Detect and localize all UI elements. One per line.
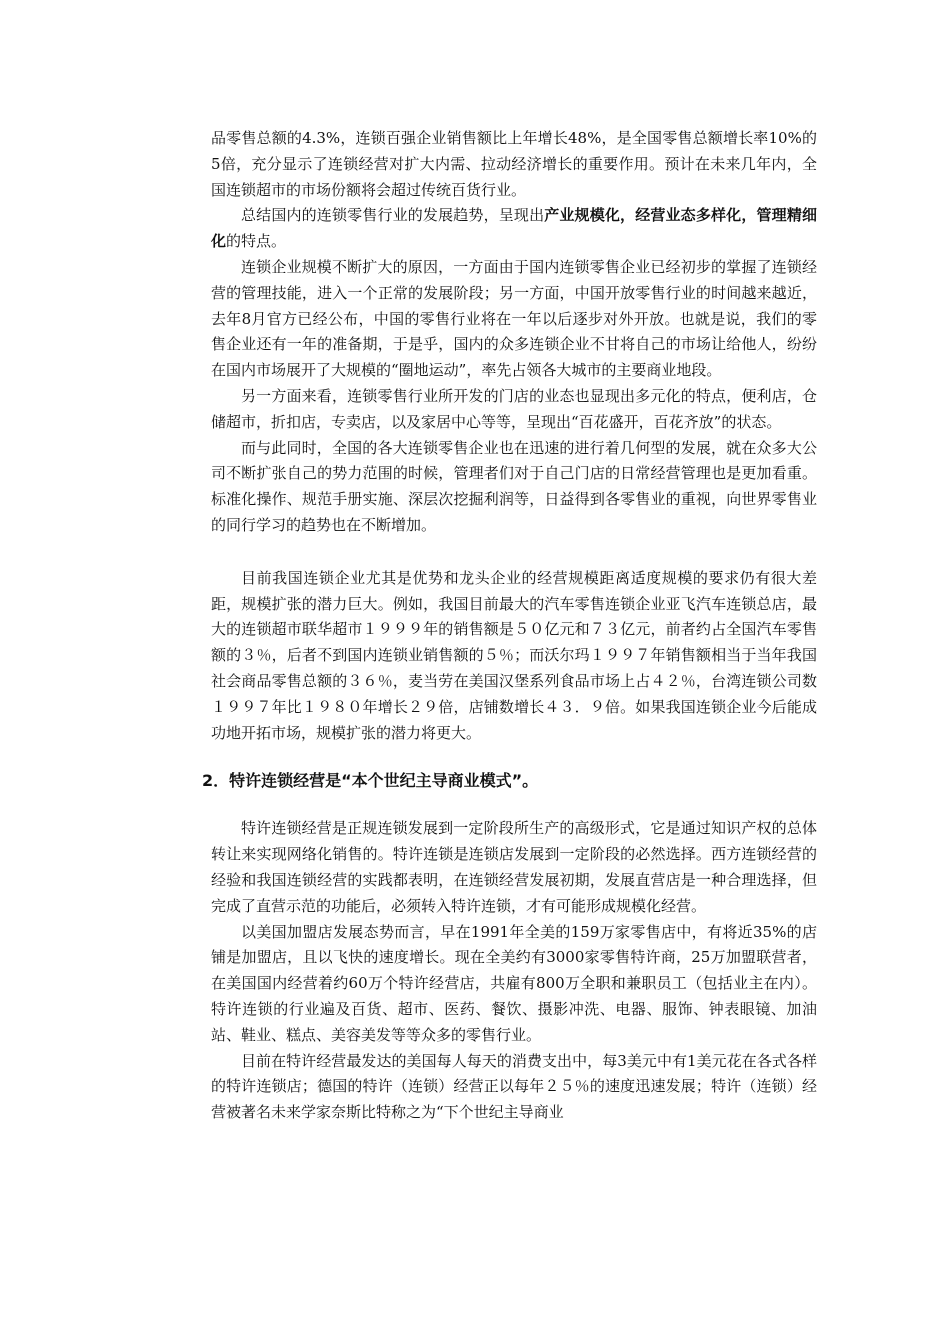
paragraph-6: 目前我国连锁企业尤其是优势和龙头企业的经营规模距离适度规模的要求仍有很大差距，规模扩张的潜力巨大。例如，我国目前最大的汽车零售连锁企业亚飞汽车连锁总店，最大的连锁超市联华超市１９９９年的销售额是５０亿元和７３亿元，前者约占全国汽车零售额的３％，后者不到国内连锁业销售额的５％；而沃尔玛１９９７年销售额相当于当年我国社会商品零售总额的３６％，麦当劳在美国汉堡系列食品市场上占４２％，台湾连锁公司数１９９７年比１９８０年增长２９倍，店铺数增长４３．９倍。如果我国连锁企业今后能成功地开拓市场，规模扩张的潜力将更大。: [211, 568, 817, 742]
paragraph-4: 另一方面来看，连锁零售行业所开发的门店的业态也显现出多元化的特点，便利店，仓储超市，折扣店，专卖店，以及家居中心等等，呈现出“百花盛开，百花齐放”的状态。: [211, 386, 817, 431]
blank-line: [211, 539, 817, 566]
paragraph-9: 目前在特许经营最发达的美国每人每天的消费支出中，每3美元中有1美元花在各式各样的特许连锁店；德国的特许（连锁）经营正以每年２５％的速度迅速发展；特许（连锁）经营被著名未来学家奈斯比特称之为“下个世纪主导商业: [211, 1051, 817, 1122]
paragraph-3: 连锁企业规模不断扩大的原因，一方面由于国内连锁零售企业已经初步的掌握了连锁经营的管理技能，进入一个正常的发展阶段；另一方面，中国开放零售行业的时间越来越近，去年8月官方已经公布，中国的零售行业将在一年以后逐步对外开放。也就是说，我们的零售企业还有一年的准备期，于是乎，国内的众多连锁企业不甘将自己的市场让给他人，纷纷在国内市场展开了大规模的“圈地运动”，率先占领各大城市的主要商业地段。: [211, 257, 817, 380]
paragraph-2-lead: 总结国内的连锁零售行业的发展趋势，呈现出: [241, 206, 545, 225]
paragraph-2-tail: 的特点。: [226, 232, 287, 251]
paragraph-5: 而与此同时，全国的各大连锁零售企业也在迅速的进行着几何型的发展，就在众多大公司不断扩张自己的势力范围的时候，管理者们对于自己门店的日常经营管理也是更加看重。标准化操作、规范手册实施、深层次挖掘利润等，日益得到各零售业的重视，向世界零售业的同行学习的趋势也在不断增加。: [211, 438, 817, 534]
paragraph-2-bold: 产业规模化，经营业态多样化，管理精细化: [211, 206, 817, 251]
paragraph-2: [211, 203, 817, 255]
document-page: [202, 126, 817, 1126]
paragraph-1: 品零售总额的4.3%，连锁百强企业销售额比上年增长48%，是全国零售总额增长率10%的5倍，充分显示了连锁经营对扩大内需、拉动经济增长的重要作用。预计在未来几年内，全国连锁超市的市场份额将会超过传统百货行业。: [211, 129, 817, 199]
paragraph-7: 特许连锁经营是正规连锁发展到一定阶段所生产的高级形式，它是通过知识产权的总体转让来实现网络化销售的。特许连锁是连锁店发展到一定阶段的必然选择。西方连锁经营的经验和我国连锁经营的实践都表明，在连锁经营发展初期，发展直营店是一种合理选择，但完成了直营示范的功能后，必须转入特许连锁，才有可能形成规模化经营。: [211, 819, 817, 915]
paragraph-8: 以美国加盟店发展态势而言，早在1991年全美的159万家零售店中，有将近35%的店铺是加盟店，且以飞快的速度增长。现在全美约有3000家零售特许商，25万加盟联营者，在美国国内经营着约60万个特许经营店，共雇有800万全职和兼职员工（包括业主在内）。特许连锁的行业遍及百货、超市、医药、餐饮、摄影冲洗、电器、服饰、钟表眼镜、加油站、鞋业、糕点、美容美发等等众多的零售行业。: [211, 922, 817, 1044]
section-heading: 2．特许连锁经营是“本个世纪主导商业模式”。: [202, 771, 539, 791]
